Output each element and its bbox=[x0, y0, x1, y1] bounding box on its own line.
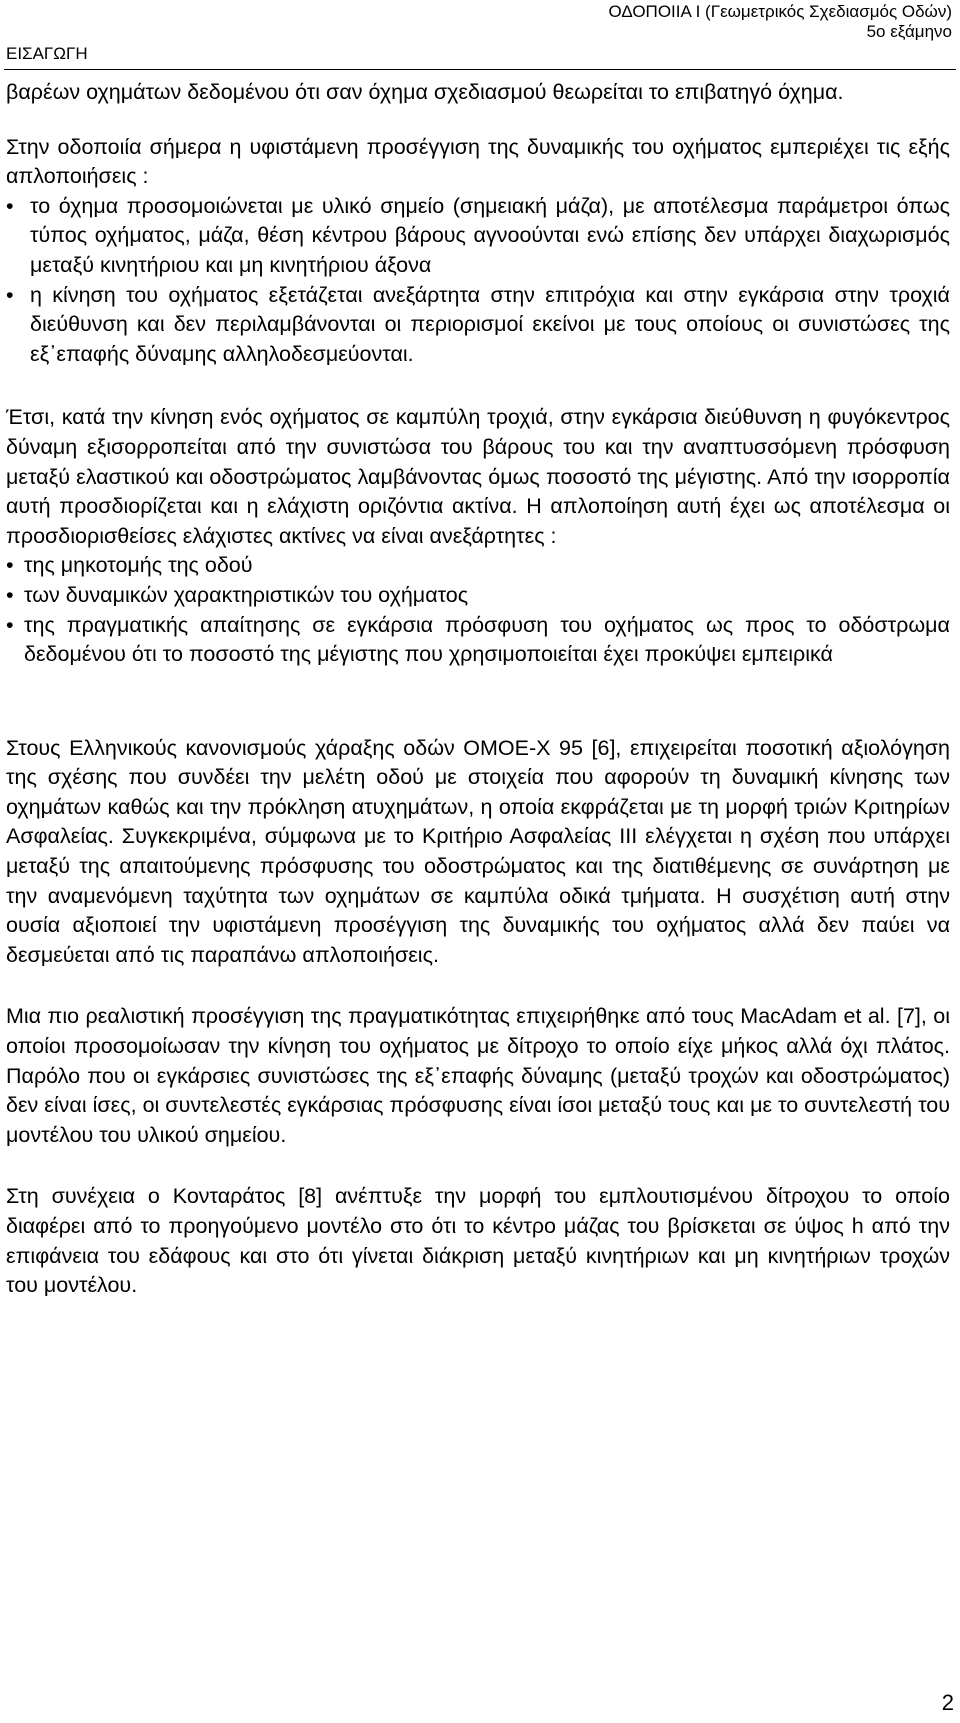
paragraph-continued: βαρέων οχημάτων δεδομένου ότι σαν όχημα σχεδιασμού θεωρείται το επιβατηγό όχημα. bbox=[6, 80, 844, 104]
simplifications-list bbox=[6, 192, 950, 370]
list-item: • το όχημα προσομοιώνεται με υλικό σημείο (σημειακή μάζα), με αποτέλεσμα παράμετροι όπως τύπος οχήματος, μάζα, θέση κέντρου βάρους αγνοούνται ενώ επίσης δεν υπάρχει διαχωρισμός μεταξύ κινητήριου και μη κινητήριου άξονα bbox=[6, 192, 950, 281]
paragraph-simplifications-intro: Στην οδοποιία σήμερα η υφιστάμενη προσέγγιση της δυναμικής του οχήματος εμπεριέχει τις εξής απλοποιήσεις : bbox=[6, 134, 950, 189]
paragraph-kontaratos: Στη συνέχεια ο Κονταράτος [8] ανέπτυξε την μορφή του εμπλουτισμένου δίτροχου το οποίο διαφέρει από το προηγούμενο μοντέλο στο ότι το κέντρο μάζας του βρίσκεται σε ύψος h από την επιφάνεια του εδάφους και στο ότι γίνεται διάκριση μεταξύ κινητήριων και μη κινητήριων τροχών του μοντέλου. bbox=[6, 1184, 950, 1298]
list-item: • των δυναμικών χαρακτηριστικών του οχήματος bbox=[6, 581, 950, 611]
paragraph-greek-regulations: Στους Ελληνικούς κανονισμούς χάραξης οδών ΟΜΟΕ-Χ 95 [6], επιχειρείται ποσοτική αξιολόγηση της σχέσης που συνδέει την μελέτη οδού με στοιχεία που αφορούν τη δυναμική κίνησης των οχημάτων καθώς και την πρόκληση ατυχημάτων, η οποία εκφράζεται με τη μορφή τριών Κριτηρίων Ασφαλείας. Συγκεκριμένα, σύμφωνα με το Κριτήριο Ασφαλείας ΙΙΙ ελέγχεται η σχέση που υπάρχει μεταξύ της απαιτούμενης πρόσφυσης του οδοστρώματος και της διατιθέμενης σε συνάρτηση με την αναμενόμενη ταχύτητα των οχημάτων σε καμπύλα οδικά τμήματα. Η συσχέτιση αυτή στην ουσία αξιοποιεί την υφιστάμενη προσέγγιση της δυναμικής του οχήματος αλλά δεν παύει να δεσμεύεται από τις παραπάνω απλοποιήσεις. bbox=[6, 735, 950, 967]
page-number: 2 bbox=[941, 1690, 954, 1715]
list-item: • της πραγματικής απαίτησης σε εγκάρσια πρόσφυση του οχήματος ως προς το οδόστρωμα δεδομένου ότι το ποσοστό της μέγιστης που χρησιμοποιείται έχει προκύψει εμπειρικά bbox=[6, 611, 950, 670]
paragraph-curve-motion: Έτσι, κατά την κίνηση ενός οχήματος σε καμπύλη τροχιά, στην εγκάρσια διεύθυνση η φυγόκεντρος δύναμη εξισορροπείται από την συνιστώσα του βάρους του και την αναπτυσσόμενη πρόσφυση μεταξύ ελαστικού και οδοστρώματος λαμβάνοντας όμως ποσοστό της μέγιστης. Από την ισορροπία αυτή προσδιορίζεται και η ελάχιστη οριζόντια ακτίνα. Η απλοποίηση αυτή έχει ως αποτέλεσμα οι προσδιορισθείσες ελάχιστες ακτίνες να είναι ανεξάρτητες : bbox=[6, 405, 950, 548]
paragraph-gap bbox=[6, 1150, 950, 1182]
paragraph-gap bbox=[6, 970, 950, 1002]
paragraph-gap bbox=[6, 108, 950, 133]
independence-list bbox=[6, 551, 950, 669]
header-divider bbox=[4, 69, 956, 70]
paragraph-gap bbox=[6, 369, 950, 403]
course-title-block bbox=[608, 2, 952, 42]
semester-label: 5ο εξάμηνο bbox=[866, 22, 952, 41]
list-item: • η κίνηση του οχήματος εξετάζεται ανεξάρτητα στην επιτρόχια και στην εγκάρσια στην τροχιά διεύθυνση και δεν περιλαμβάνονται οι περιορισμοί εκείνοι με τους οποίους οι συνιστώσες της εξ᾽επαφής δύναμης αλληλοδεσμεύονται. bbox=[6, 281, 950, 370]
section-title: ΕΙΣΑΓΩΓΗ bbox=[6, 44, 88, 63]
document-body bbox=[6, 78, 950, 1301]
course-title: ΟΔΟΠΟΙΙΑ Ι (Γεωμετρικός Σχεδιασμός Οδών) bbox=[608, 2, 952, 21]
paragraph-gap bbox=[6, 670, 950, 734]
paragraph-macadam: Μια πιο ρεαλιστική προσέγγιση της πραγματικότητας επιχειρήθηκε από τους MacAdam et al. [7], οι οποίοι προσομοίωσαν την κίνηση του οχήματος με δίτροχο το οποίο είχε μήκος αλλά όχι πλάτος. Παρόλο που οι εγκάρσιες συνιστώσες της εξ᾽επαφής δύναμης (μεταξύ τροχών και οδοστρώματος) δεν είναι ίσες, οι συντελεστές εγκάρσιας πρόσφυσης είναι ίσοι μεταξύ τους και με το συντελεστή του μοντέλου του υλικού σημείου. bbox=[6, 1004, 950, 1147]
list-item: • της μηκοτομής της οδού bbox=[6, 551, 950, 581]
